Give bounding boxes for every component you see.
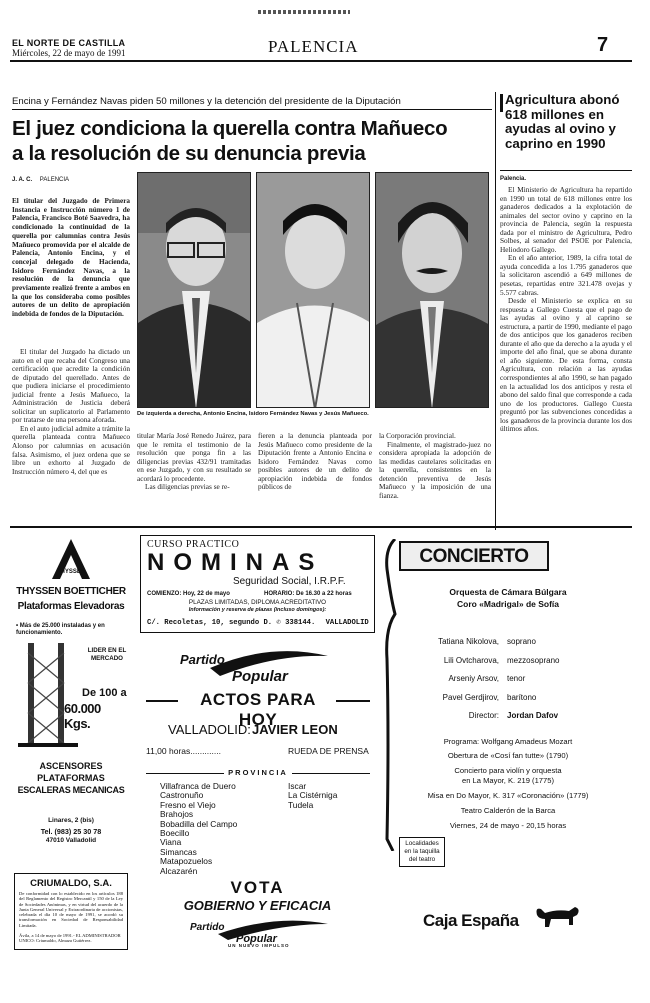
performer-row [421,652,621,671]
nominas-places: PLAZAS LIMITADAS, DIPLOMA ACREDITATIVO [188,599,327,606]
nominas-city: VALLADOLID [325,619,369,627]
col4-paragraph: la Corporación provincial. [379,431,456,440]
col2-paragraph: Las diligencias previas se re- [145,482,230,492]
pp-footer-line1: Partido [190,922,225,933]
nominas-phone: 338144. [285,619,316,627]
performer-row [421,689,621,708]
town-item: Castronuño [160,790,204,801]
town-item: Alcazarén [160,865,198,876]
town-item: Tudela [288,799,314,810]
ad-thyssen [12,535,130,870]
concierto-title: CONCIERTO [419,546,529,567]
phone-icon: ✆ [276,619,281,627]
photo-caption: De izquierda a derecha, Antonio Encina, Isidoro Fernández Navas y Jesús Mañueco. [137,411,369,417]
pp-acts-rule-left [146,700,178,702]
thyssen-phone: Tel. (983) 25 30 78 [40,827,102,836]
side-paragraph: En el año anterior, 1989, la cifra total de ayuda concedida a los 1.795 ganaderos que la solicitaron ascendió a 649 millones de pesetas, repartidas entre 321.478 ovejas y 5.577 cabras. [500,253,632,297]
criumaldo-date: Ávila, a 14 de mayo de 1991.- EL ADMINISTRADOR UNICO: Criumaldo, Almaza Gutiérrez. [19,933,121,944]
page-number: 7 [597,34,609,56]
pp-footer-line2: Popular [236,933,277,945]
ad-concierto [383,535,633,950]
ad-criumaldo [14,873,128,950]
nominas-info: Información y reserva de plazas (incluso domingos): [188,607,327,613]
pp-acts-rule-right [336,700,370,702]
lead-text: El titular del Juzgado de Primera Instancia e Instrucción número 1 de Palencia, Francisco Boté Saavedra, ha condicionado la continuidad de la querella por calumnias contra Jesús Mañueco promovida por el alcalde de Palencia, Antonio Encina, y el concejal delegado de Hacienda, Isidoro Fernández Navas, a la resolución de la denuncia que previamente realizó frente a ambos en la que los consideraba como posibles autores de un delito de apropiación indebida de fondos de la Diputación. [12,197,130,319]
town-item: Viana [160,837,182,848]
headline-line2: a la resolución de su denuncia previa [12,142,366,165]
concierto-piece1: Obertura de «Cosí fan tutte» (1790) [447,751,569,760]
elevator-platform-icon [18,643,88,748]
pp-speaker: JAVIER LEON [252,722,338,737]
nominas-address: C/. Recoletas, 10, segundo D. [147,619,273,627]
bull-logo-icon [533,903,583,931]
town-item: La Cistérniga [288,790,338,801]
nominas-hours: HORARIO: De 16.30 a 22 horas [264,591,352,597]
portrait-manueco [376,173,489,408]
performer-role: barítono [507,692,537,702]
pp-vote1: VOTA [230,878,285,897]
thyssen-line3: ESCALERAS MECANICAS [17,785,125,795]
performer-name: Lili Ovtcharova, [443,655,499,665]
performer-row [421,670,621,689]
side-headline: Agricultura abonó 618 millones en ayudas al ovino y caprino en 1990 [505,92,620,151]
thyssen-line1: ASCENSORES [39,761,103,771]
concierto-date: Viernes, 24 de mayo - 20,15 horas [449,821,567,830]
header-rule [10,60,632,62]
side-paragraph: Desde el Ministerio se explica en su respuesta a Gallego Cuesta que el pago de las ayudas al ovino y al caprino se estructura, a partir de 1990, mediante el pago de dos anticipos que los ganaderos reciben durante el año que da derecho a la ayuda y el importe del año final, que se abona durante el año siguiente. De esta forma, consta Agricultura, con relación a las ayudas correspondientes al año 1990, se han pagado en la actualidad los dos anticipos y resta el abono del saldo final que corresponde a cada uno de los productores. Gallego Cuesta preguntó por las subvenciones concedidas a los ganaderos de la provincia durante los dos últimos años. [500,296,632,434]
concierto-venue: Teatro Calderón de la Barca [460,806,556,815]
side-paragraph: El Ministerio de Agricultura ha repartido en 1990 un total de 618 millones entre los ganaderos dedicados a la explotación de animales del sector ovino y caprino en la provincia de Palencia, según la respuesta dada por el ministro de Agricultura, Pedro Solbes, al senador del PSOE por Palencia, Heliodoro Gallego. [500,185,632,254]
nominas-start: COMIENZO: Hoy, 22 de mayo [147,591,230,597]
performer-name: Tatiana Nikolova, [438,637,499,646]
thyssen-logo-text: THYSSEN [56,569,86,575]
thyssen-address: Linares, 2 (bis) [48,817,94,824]
concierto-orchestra: Orquesta de Cámara Búlgara [449,587,567,597]
column-separator [495,92,496,530]
article-kicker: Encina y Fernández Navas piden 50 millones y la detención del presidente de la Diputación [12,96,401,107]
performer-row [421,633,621,652]
pp-logo-line2: Popular [232,668,288,685]
article-col3 [258,432,372,492]
side-article-marker [500,94,503,112]
portrait-encina [138,173,251,408]
portrait-fernandez-navas [257,173,370,408]
side-rule [500,170,632,171]
town-item: Fresno el Viejo [160,799,216,810]
thyssen-company: THYSSEN BOETTICHER [16,586,126,597]
performer-role: mezzosoprano [507,655,560,665]
ad-partido-popular [140,640,375,948]
ad-nominas [140,535,375,633]
concierto-title-box [399,541,549,571]
pp-logo-line1: Partido [180,652,225,667]
criumaldo-text: De conformidad con lo establecido en los artículos 188 del Reglamento del Registro Mercantil y 150 de la Ley de Sociedades Anónimas, y en virtud del acuerdo de la Junta General Universal y Extraordinaria de accionistas, celebrada el día 10 de mayo de 1991, se acordó su transformación en Sociedad de Responsabilidad Limitada. [19,891,123,928]
town-item: Matapozuelos [160,856,213,867]
concierto-piece3: Misa en Do Mayor, K. 317 «Coronación» (1779) [427,791,589,800]
nominas-title: NOMINAS [147,549,324,576]
concierto-piece2b: en La Mayor, K. 219 (1775) [461,776,555,785]
thyssen-leader: LIDER EN EL MERCADO [87,647,127,662]
pp-acts: ACTOS PARA HOY [200,690,316,729]
article-lead [12,197,130,319]
pp-place: VALLADOLID: [168,722,251,737]
ads-rule [10,526,632,528]
criumaldo-title: CRIUMALDO, S.A. [30,878,112,889]
pp-province-label: PROVINCIA [228,768,288,777]
pp-slogan: UN NUEVO IMPULSO [228,943,290,948]
pp-province-rule-left [146,773,224,774]
thyssen-subtitle: Plataformas Elevadoras [17,601,125,612]
pp-province-rule-right [292,773,370,774]
col3-paragraph: fieren a la denuncia planteada por Jesús Mañueco como presidente de la Diputación frente a Antonio Encina e Isidoro Fernández Navas como posibles autores de un delito de apropiación indebida de fondos públicos de [258,431,372,492]
thyssen-range-from: De 100 a [82,687,127,699]
nominas-sub: Seguridad Social, I.R.P.F. [233,576,346,587]
town-item: Brahojos [160,809,194,820]
newspaper-name: EL NORTE DE CASTILLA [12,38,126,48]
performer-row [421,707,621,726]
byline-author: J. A. C. [12,177,33,183]
thyssen-line2: PLATAFORMAS [37,773,105,783]
town-item: Boecillo [160,828,190,839]
performer-role: tenor [507,674,526,683]
town-item: Bobadilla del Campo [160,818,238,829]
pp-logo [180,646,330,686]
thyssen-claim: • Más de 25.000 instaladas y en funcionamiento. [16,623,105,636]
nominas-contact [147,617,369,627]
photo-jesus-manueco [375,172,489,408]
article-col1 [12,348,130,476]
kicker-rule [12,109,492,110]
issue-date: Miércoles, 22 de mayo de 1991 [12,48,126,58]
town-item: Simancas [160,846,197,857]
side-place: Palencia. [500,176,527,182]
pp-footer-logo [188,918,338,948]
col4-paragraph: Finalmente, el magistrado-juez no considera apropiada la adopción de las medidas cautelares solicitadas en la querella, consistentes en la detención preventiva de Jesús Mañueco y la imposición de una fianza. [379,439,491,500]
concierto-choir: Coro «Madrigal» de Sofía [456,599,560,609]
headline-line1: El juez condiciona la querella contra Mañueco [12,117,448,140]
byline-place: PALENCIA [39,177,70,183]
performer-name: Arseniy Arsov, [448,674,499,683]
performer-role: Jordan Dafov [507,711,559,720]
performer-role: soprano [507,637,536,646]
col1-paragraph: El titular del Juzgado ha dictado un auto en el que recaba del Congreso una certificación que acredite la condición de diputado del querellado. Antes de que pudiera iniciarse el procedimiento judicial frente a Jesús Mañueco, la Administración de Justicia deberá solicitar un suplicatorio al Parlamento por tratarse de una persona aforada. [12,347,130,425]
pp-towns-col1 [160,782,237,876]
photo-antonio-encina [137,172,251,408]
side-article-body [500,186,632,434]
sponsor-name: Caja España [423,911,519,930]
top-strip [258,10,350,14]
col2-paragraph: titular María José Renedo Juárez, para que le remita el testimonio de la resolución que ponga fin a las diligencias previas 432/91 tramitadas en ese Juzgado, y con su resultado se acordará lo procedente. [137,431,251,483]
performer-name: Pavel Gerdjirov, [442,692,499,702]
col1-paragraph: En el auto judicial admite a trámite la querella planteada contra Mañueco Alonso por calumnias en acusación falsa. Asimismo, el juez ordena que se libre un exhorto al Juzgado de Instrucción número 4, del que es [12,423,130,476]
concierto-piece2a: Concierto para violín y orquesta [454,766,562,775]
town-item: Iscar [288,781,307,791]
article-col4 [379,432,491,500]
performers-list [421,633,621,726]
pp-time: 11,00 horas............. [146,746,221,756]
byline [12,177,69,183]
pp-towns-col2 [288,782,337,810]
thyssen-range-to: 60.000 Kgs. [64,701,101,731]
concierto-program: Programa: Wolfgang Amadeus Mozart [443,737,573,746]
town-item: Villafranca de Duero [160,781,236,791]
thyssen-city: 47010 Valladolid [45,837,97,844]
pp-event: RUEDA DE PRENSA [288,746,369,756]
section-title: PALENCIA [268,37,359,56]
concierto-tickets: Localidades en la taquilla del teatro [399,837,445,867]
bracket-decoration-icon [383,539,397,851]
article-col2 [137,432,251,492]
photo-isidoro-fernandez-navas [256,172,370,408]
pp-vote2: GOBIERNO Y EFICACIA [183,898,332,913]
performer-name: Director: [468,711,499,720]
nominas-pre: CURSO PRACTICO [147,539,240,550]
